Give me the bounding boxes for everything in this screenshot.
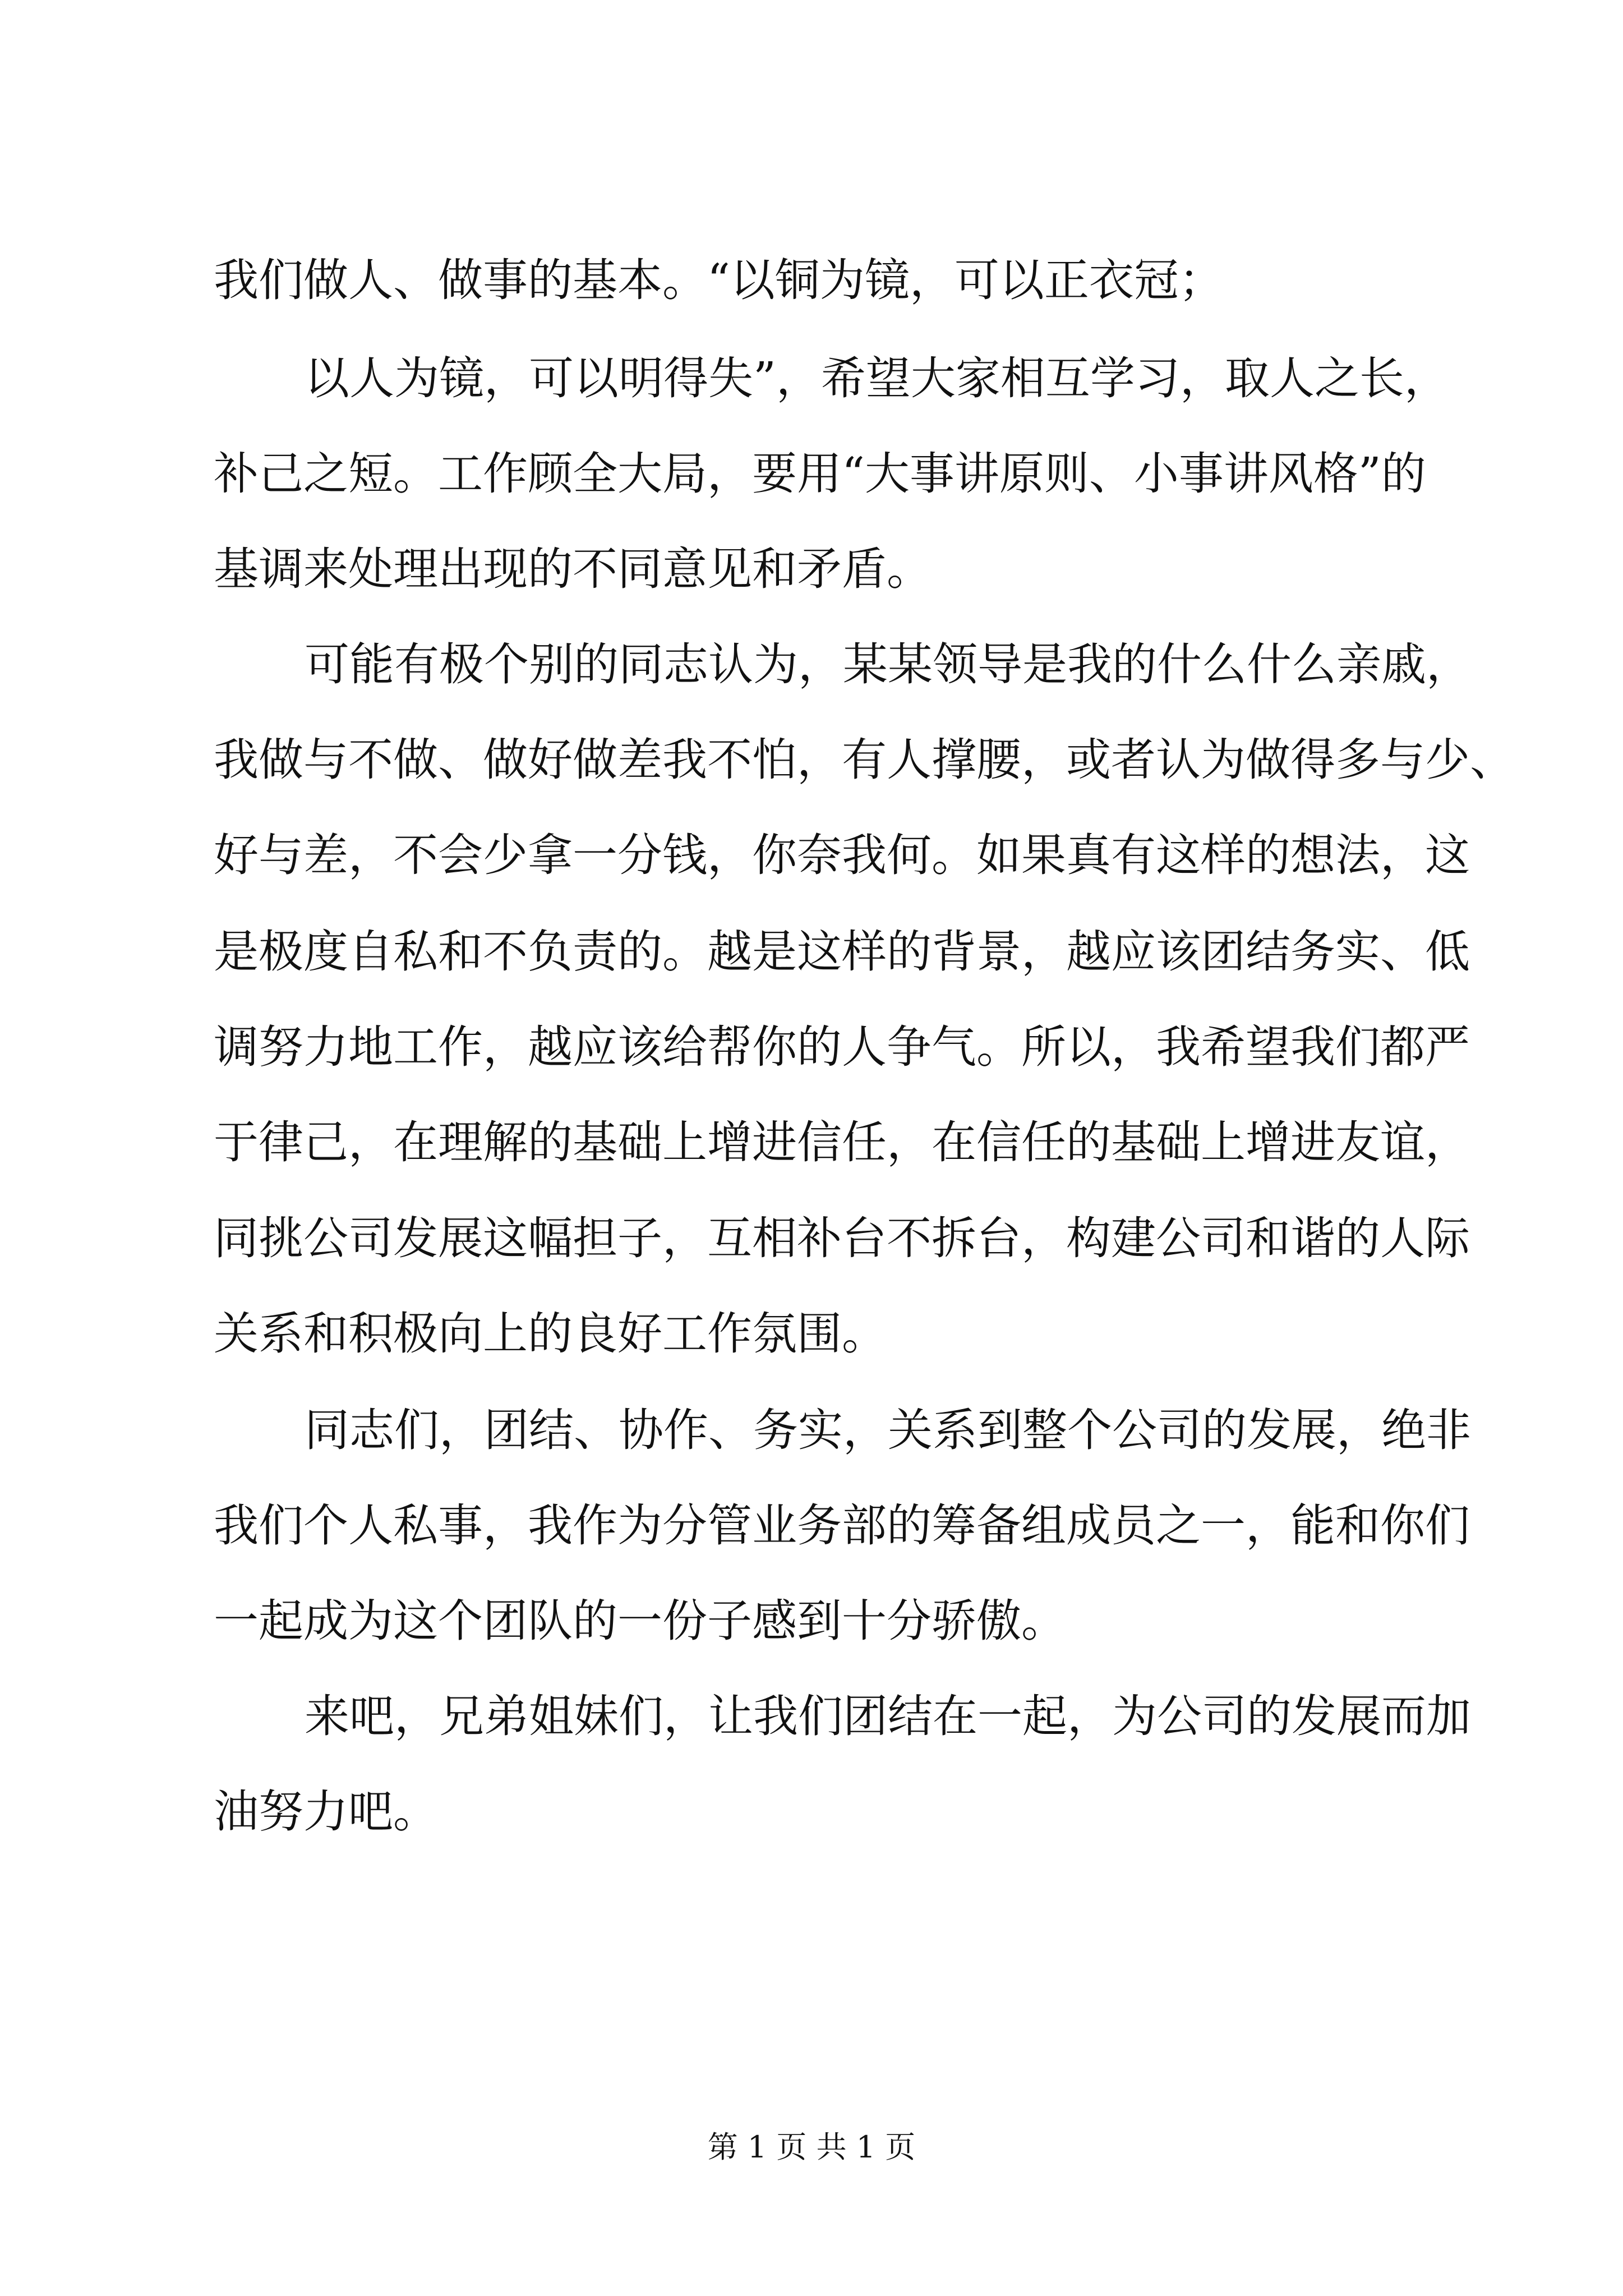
text-line: 调努力地工作，越应该给帮你的人争气。所以，我希望我们都严 bbox=[214, 1021, 1470, 1073]
text-line: 来吧，兄弟姐妹们，让我们团结在一起，为公司的发展而加 bbox=[305, 1690, 1471, 1742]
text-line: 可能有极个别的同志认为，某某领导是我的什么什么亲戚， bbox=[305, 638, 1471, 691]
text-line: 我们做人、做事的基本。“以铜为镜，可以正衣冠； bbox=[214, 254, 1224, 306]
text-line: 补己之短。工作顾全大局，要用“大事讲原则、小事讲风格”的 bbox=[214, 448, 1426, 500]
text-line: 于律己，在理解的基础上增进信任，在信任的基础上增进友谊， bbox=[214, 1116, 1470, 1168]
text-line: 油努力吧。 bbox=[214, 1786, 438, 1838]
text-line: 同志们，团结、协作、务实，关系到整个公司的发展，绝非 bbox=[305, 1404, 1471, 1456]
text-line: 关系和积极向上的良好工作氛围。 bbox=[214, 1308, 887, 1360]
text-line: 我做与不做、做好做差我不怕，有人撑腰，或者认为做得多与少、 bbox=[214, 734, 1515, 786]
page-footer: 第 1 页 共 1 页 bbox=[707, 2129, 916, 2165]
text-line: 同挑公司发展这幅担子，互相补台不拆台，构建公司和谐的人际 bbox=[214, 1212, 1470, 1264]
text-line: 基调来处理出现的不同意见和矛盾。 bbox=[214, 543, 932, 595]
text-line: 好与差，不会少拿一分钱，你奈我何。如果真有这样的想法，这 bbox=[214, 829, 1470, 881]
text-line: 我们个人私事，我作为分管业务部的筹备组成员之一，能和你们 bbox=[214, 1499, 1470, 1552]
text-line: 以人为镜，可以明得失”，希望大家相互学习，取人之长， bbox=[305, 352, 1449, 404]
text-line: 是极度自私和不负责的。越是这样的背景，越应该团结务实、低 bbox=[214, 926, 1470, 978]
text-line: 一起成为这个团队的一份子感到十分骄傲。 bbox=[214, 1595, 1066, 1647]
